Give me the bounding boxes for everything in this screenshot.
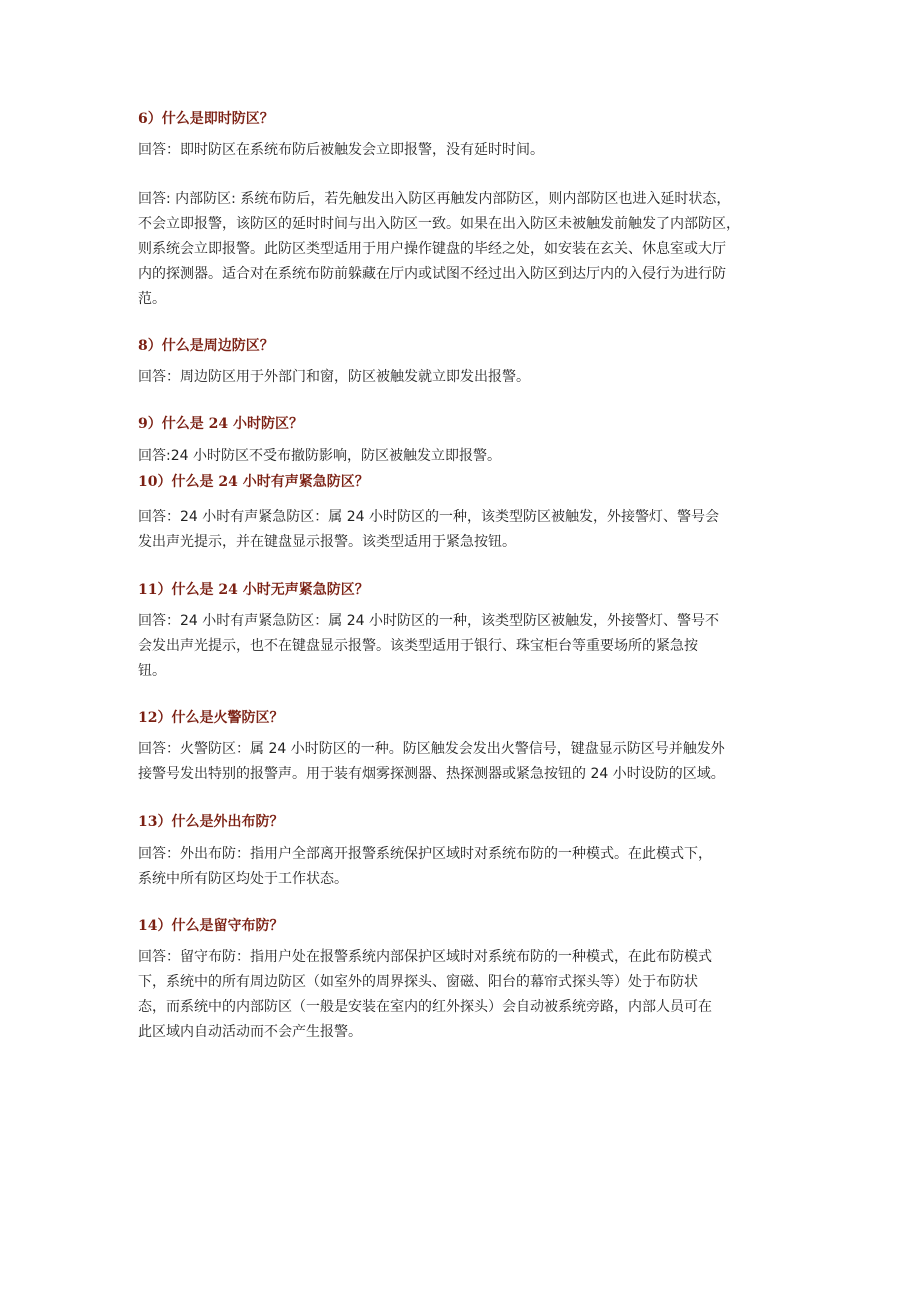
answer-line: 态，而系统中的内部防区（一般是安装在室内的红外探头）会自动被系统旁路，内部人员可在: [138, 999, 712, 1015]
answer-line: 此区域内自动活动而不会产生报警。: [138, 1024, 362, 1040]
answer-line: 回答：外出布防：指用户全部离开报警系统保护区域时对系统布防的一种模式。在此模式下，: [138, 846, 712, 862]
answer-paragraph: [138, 945, 786, 1045]
answer-paragraph: [138, 737, 786, 787]
answer-paragraph: [138, 365, 786, 390]
answer-paragraph: [138, 609, 786, 684]
answer-line: 回答: 内部防区: 系统布防后，若先触发出入防区再触发内部防区，则内部防区也进入延时状态，: [138, 191, 731, 207]
answer-line: 回答：留守布防：指用户处在报警系统内部保护区域时对系统布防的一种模式，在此布防模式: [138, 949, 712, 965]
answer-line: 回答：周边防区用于外部门和窗，防区被触发就立即发出报警。: [138, 369, 530, 385]
answer-line: 回答:24 小时防区不受布撤防影响，防区被触发立即报警。: [138, 448, 501, 464]
answer-paragraph: [138, 138, 786, 163]
question-heading: 14）什么是留守布防？: [138, 918, 284, 934]
question-heading: 12）什么是火警防区？: [138, 710, 284, 726]
answer-line: 接警号发出特别的报警声。用于装有烟雾探测器、热探测器或紧急按钮的 24 小时设防的区域。: [138, 766, 725, 782]
answer-line: 回答：24 小时有声紧急防区：属 24 小时防区的一种，该类型防区被触发，外接警灯、警号不: [138, 613, 719, 629]
answer-line: 范。: [138, 291, 166, 307]
answer-paragraph: [138, 842, 786, 892]
question-heading: 10）什么是 24 小时有声紧急防区？: [138, 474, 369, 490]
answer-line: 发出声光提示，并在键盘显示报警。该类型适用于紧急按钮。: [138, 534, 516, 550]
question-heading: 13）什么是外出布防？: [138, 814, 284, 830]
question-heading: 6）什么是即时防区？: [138, 111, 274, 127]
answer-line: 内的探测器。适合对在系统布防前躲藏在厅内或试图不经过出入防区到达厅内的入侵行为进行防: [138, 266, 726, 282]
question-heading: 9）什么是 24 小时防区？: [138, 416, 303, 432]
answer-line: 回答：即时防区在系统布防后被触发会立即报警，没有延时时间。: [138, 142, 544, 158]
answer-paragraph: [138, 187, 786, 312]
question-heading: 8）什么是周边防区？: [138, 338, 274, 354]
answer-line: 钮。: [138, 663, 166, 679]
answer-line: 不会立即报警，该防区的延时时间与出入防区一致。如果在出入防区未被触发前触发了内部防区，: [138, 216, 740, 232]
answer-line: 回答：火警防区：属 24 小时防区的一种。防区触发会发出火警信号，键盘显示防区号并触发外: [138, 741, 725, 757]
answer-line: 下，系统中的所有周边防区（如室外的周界探头、窗磁、阳台的幕帘式探头等）处于布防状: [138, 974, 698, 990]
answer-line: 系统中所有防区均处于工作状态。: [138, 871, 348, 887]
answer-line: 则系统会立即报警。此防区类型适用于用户操作键盘的毕经之处，如安装在玄关、休息室或大厅: [138, 241, 726, 257]
question-heading: 11）什么是 24 小时无声紧急防区？: [138, 582, 369, 598]
answer-line: 会发出声光提示，也不在键盘显示报警。该类型适用于银行、珠宝柜台等重要场所的紧急按: [138, 638, 698, 654]
answer-paragraph: [138, 505, 786, 555]
answer-line: 回答：24 小时有声紧急防区：属 24 小时防区的一种，该类型防区被触发，外接警灯、警号会: [138, 509, 719, 525]
answer-paragraph: [138, 444, 786, 469]
